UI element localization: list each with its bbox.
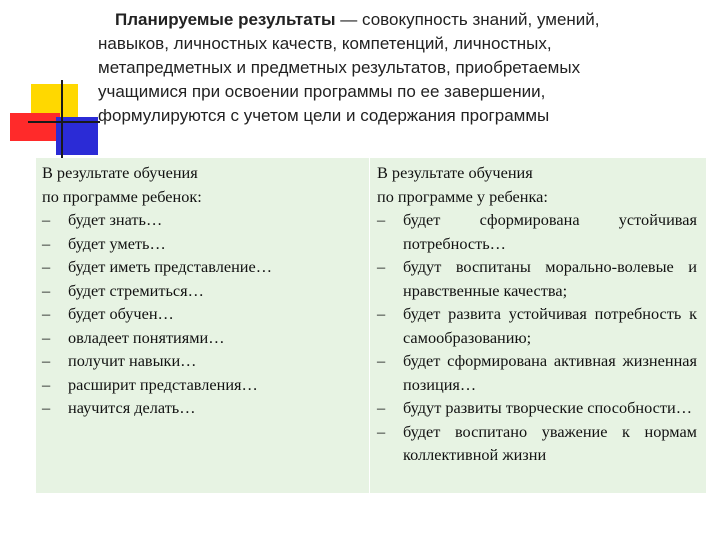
list-item — [42, 302, 369, 326]
list-item-text: получит навыки… — [68, 351, 197, 370]
bullet-dash: – — [377, 257, 386, 276]
list-item — [377, 420, 697, 467]
bullet-dash: – — [377, 304, 386, 323]
results-table — [36, 158, 706, 493]
list-item — [42, 396, 369, 420]
bullet-dash: – — [377, 351, 386, 370]
left-heading-line: по программе ребенок: — [42, 186, 202, 206]
list-item-text: будет уметь… — [68, 233, 166, 253]
right-heading-line: В результате обучения — [377, 163, 533, 182]
list-item-text: будет знать… — [68, 210, 163, 229]
bullet-dash: – — [42, 280, 51, 300]
list-item-text: будет стремиться… — [68, 280, 204, 300]
list-item — [42, 326, 369, 350]
bullet-dash: – — [377, 210, 386, 229]
list-item-text: будут воспитаны морально-волевые и нравственные качества; — [403, 257, 697, 300]
decor-vertical-line — [61, 80, 63, 160]
bullet-dash: – — [42, 398, 51, 417]
list-item — [42, 373, 369, 397]
list-item — [42, 255, 369, 279]
right-list — [377, 208, 697, 467]
right-heading-line: по программе у ребенка: — [377, 186, 548, 206]
bullet-dash: – — [42, 233, 51, 253]
bullet-dash: – — [42, 327, 51, 347]
bullet-dash: – — [42, 257, 51, 276]
title-line: учащимися при освоении программы по ее завершении, — [98, 82, 546, 101]
title-line: формулируются с учетом цели и содержания программы — [98, 106, 550, 125]
title-line: метапредметных и предметных результатов, приобретаемых — [98, 58, 581, 77]
list-item-text: будет обучен… — [68, 304, 174, 323]
left-list — [42, 208, 369, 420]
list-item — [42, 232, 369, 256]
list-item-text: будет воспитано уважение к нормам коллективной жизни — [403, 421, 697, 464]
list-item — [377, 302, 697, 349]
list-item-text: будет развита устойчивая потребность к самообразованию; — [403, 304, 697, 347]
bullet-dash: – — [42, 210, 51, 229]
list-item-text: расширит представления… — [68, 374, 258, 394]
list-item — [377, 255, 697, 302]
list-item-text: будет сформирована активная жизненная позиция… — [403, 351, 697, 394]
decor-horizontal-line — [28, 121, 100, 123]
list-item — [377, 396, 697, 420]
bullet-dash: – — [377, 398, 386, 417]
bullet-dash: – — [42, 304, 51, 323]
list-item — [42, 208, 369, 232]
left-heading-line: В результате обучения — [42, 163, 198, 182]
title-first-line — [98, 8, 704, 32]
list-item — [377, 349, 697, 396]
list-item-text: овладеет понятиями… — [68, 327, 225, 347]
decor-red-square — [10, 113, 60, 141]
title-line: навыков, личностных качеств, компетенций, личностных, — [98, 34, 552, 53]
right-column — [370, 158, 706, 493]
list-item-text: будут развиты творческие способности… — [403, 398, 692, 417]
page-title — [98, 8, 704, 128]
list-item-text: будет иметь представление… — [68, 257, 272, 276]
title-bold: Планируемые результаты — [115, 10, 336, 29]
bullet-dash: – — [42, 374, 51, 394]
title-rest: — совокупность знаний, умений, — [335, 10, 600, 29]
bullet-dash: – — [377, 421, 386, 441]
list-item — [42, 279, 369, 303]
list-item-text: будет сформирована устойчивая потребность… — [403, 210, 697, 253]
list-item — [42, 349, 369, 373]
list-item — [377, 208, 697, 255]
left-column — [36, 158, 369, 493]
list-item-text: научится делать… — [68, 398, 196, 417]
bullet-dash: – — [42, 351, 51, 370]
